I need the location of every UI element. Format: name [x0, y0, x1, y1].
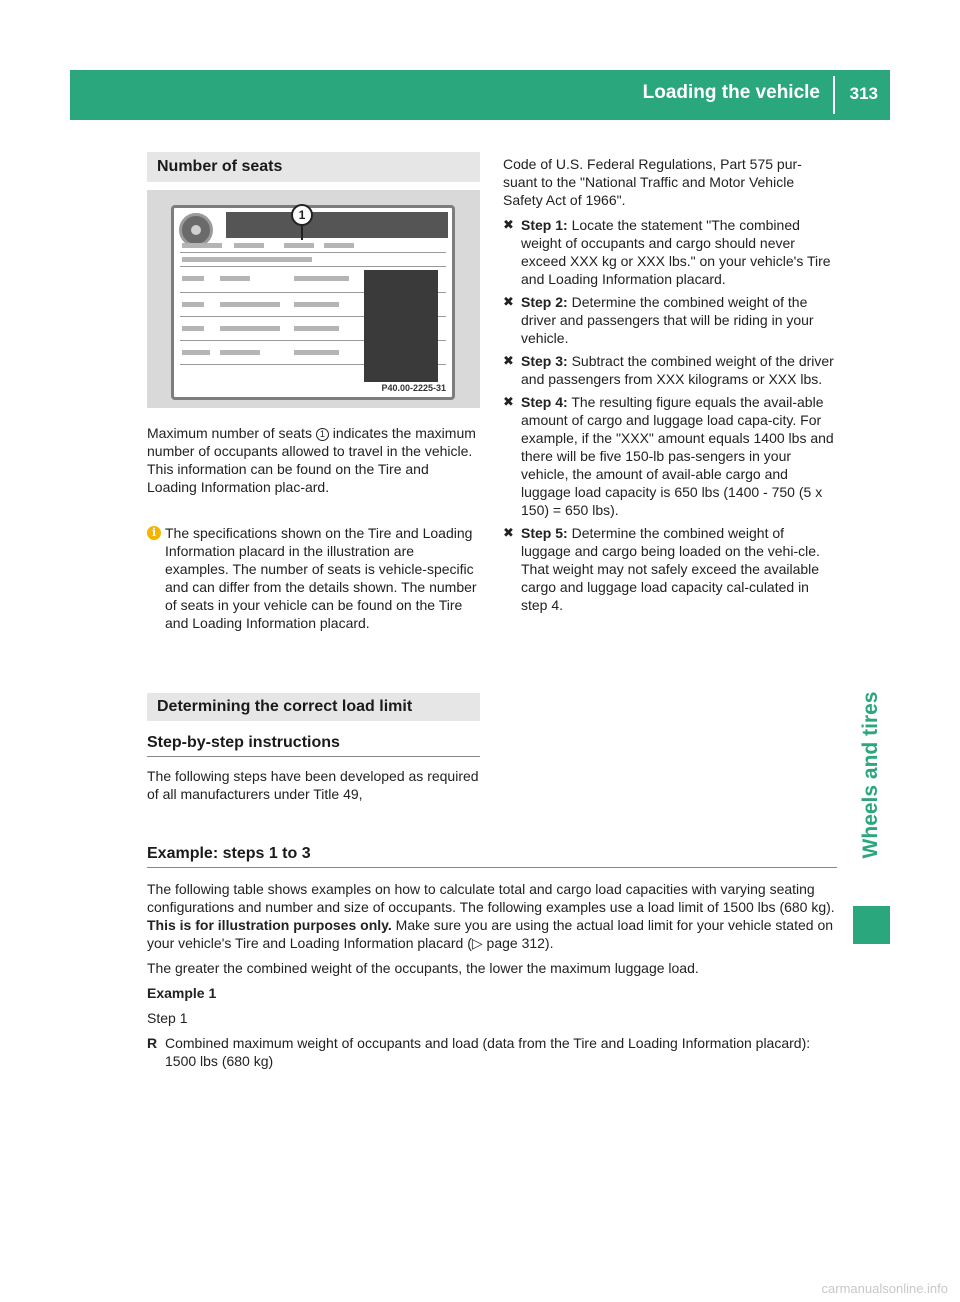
placard-text: [220, 350, 260, 355]
chapter-title: Loading the vehicle: [642, 82, 820, 103]
page-number: 313: [849, 84, 878, 103]
callout-number: 1: [291, 204, 313, 226]
example-text-b: Make sure you are using the actual load limit for your vehicle stated on your vehicle's Tire and Loading Information placard (: [147, 917, 834, 951]
bullet-text: Combined maximum weight of occupants and load (data from the Tire and Loading Information placard): 1500 lbs (680 kg): [165, 1035, 811, 1069]
tire-loading-placard: [171, 205, 455, 400]
example-text-bold: This is for illustration purposes only.: [147, 917, 392, 933]
step-item: [503, 352, 836, 388]
placard-line: [180, 266, 446, 267]
example-text-a: The following table shows examples on how to calculate total and cargo load capacities with varying seating configurations and number and size of occupants. The following examples use a load limit of 1500 lbs (680 kg).: [147, 881, 835, 915]
step-text: Determine the combined weight of luggage and cargo being loaded on the vehi-cle. That weight may not safely exceed the available cargo and luggage load capacity cal-culated in step 4.: [521, 525, 820, 613]
arrow-icon: ✖: [503, 394, 514, 409]
placard-text: [182, 302, 204, 307]
arrow-icon: ✖: [503, 353, 514, 368]
side-tab-title: [853, 655, 889, 895]
step-1-label: Step 1: [147, 1010, 188, 1026]
placard-text: [234, 243, 264, 248]
wheel-icon: [179, 213, 213, 247]
example-1-label: Example 1: [147, 985, 217, 1001]
info-note: The specifications shown on the Tire and Loading Information placard in the illustration are examples. The number of seats is vehicle-specific and can differ from the details shown. The number of seats in your vehicle can be found on the Tire and Loading Information placard.: [165, 525, 477, 631]
placard-text: [182, 276, 204, 281]
header-divider: [833, 76, 835, 114]
step-label: Step 3:: [521, 353, 568, 369]
step-text: The resulting figure equals the avail-able amount of cargo and luggage load capa-city. For example, if the "XXX" amount equals 1400 lbs and there will be five 150-lb pas-sengers in your vehicle, the amount of avail-able cargo and luggage load capacity is 650 lbs (1400 - 750 (5 x 150) = 650 lbs).: [521, 394, 834, 518]
placard-text: [182, 326, 204, 331]
placard-text: [294, 276, 349, 281]
placard-illustration: [147, 190, 480, 408]
page-header: [70, 70, 890, 120]
step-label: Step 2:: [521, 294, 568, 310]
right-column: [503, 155, 836, 619]
placard-text: [220, 302, 280, 307]
section-heading-load-limit: Determining the correct load limit: [147, 693, 480, 721]
seats-text-end: indicates the maximum number of occupants allowed to travel in the vehicle. This information can be found on the Tire and Loading Information plac-ard.: [147, 425, 476, 495]
bullet-icon: R: [147, 1035, 158, 1051]
step-text: Locate the statement "The combined weight of occupants and cargo should never exceed XXX kg or XXX lbs." on your vehicle's Tire and Loading Information placard.: [521, 217, 831, 287]
side-tab-marker: [853, 906, 890, 944]
step-label: Step 5:: [521, 525, 568, 541]
step-item: [503, 293, 836, 347]
step-text: Determine the combined weight of the driver and passengers that will be riding in your vehicle.: [521, 294, 814, 346]
step-item: [503, 393, 836, 519]
page-reference-link[interactable]: page 312).: [486, 935, 554, 951]
placard-text: [182, 257, 312, 262]
steps-intro: The following steps have been developed as required of all manufacturers under Title 49,: [147, 768, 479, 802]
figure-code: P40.00-2225-31: [381, 383, 446, 393]
placard-text: [220, 276, 250, 281]
step-text: Subtract the combined weight of the driver and passengers from XXX kilograms or XXX lbs.: [521, 353, 834, 387]
step-label: Step 4:: [521, 394, 568, 410]
side-tab-label: Wheels and tires: [859, 691, 882, 859]
regulation-text: Code of U.S. Federal Regulations, Part 575 pur-suant to the "National Traffic and Motor Vehicle Safety Act of 1966".: [503, 156, 802, 208]
arrow-icon: ✖: [503, 217, 514, 232]
arrow-icon: ✖: [503, 294, 514, 309]
example-paragraph: [147, 880, 837, 952]
page-ref-icon: ▷: [471, 935, 483, 951]
arrow-icon: ✖: [503, 525, 514, 540]
example-heading: Example: steps 1 to 3: [147, 845, 837, 868]
info-icon: i: [147, 526, 161, 540]
placard-text: [182, 243, 222, 248]
seats-paragraph: [147, 424, 480, 496]
placard-text: [324, 243, 354, 248]
callout-ref-icon: 1: [316, 428, 329, 441]
placard-text: [294, 326, 339, 331]
placard-text: [294, 350, 339, 355]
example-paragraph-2: The greater the combined weight of the occupants, the lower the maximum luggage load.: [147, 960, 699, 976]
placard-text: [220, 326, 280, 331]
subheading-steps: Step-by-step instructions: [147, 734, 480, 757]
step-label: Step 1:: [521, 217, 568, 233]
example-body: [147, 880, 837, 1070]
placard-text: [182, 350, 210, 355]
step-item: [503, 216, 836, 288]
watermark: carmanualsonline.info: [821, 1281, 948, 1296]
seats-text-start: Maximum number of seats: [147, 425, 312, 441]
placard-text: [294, 302, 339, 307]
step-item: [503, 524, 836, 614]
callout-pointer: [301, 226, 303, 240]
placard-text: [284, 243, 314, 248]
placard-header-band: [226, 212, 448, 238]
section-heading-seats: Number of seats: [147, 152, 480, 182]
bullet-item: [147, 1034, 837, 1070]
placard-see-manual-box: [364, 270, 438, 382]
placard-line: [180, 252, 446, 253]
